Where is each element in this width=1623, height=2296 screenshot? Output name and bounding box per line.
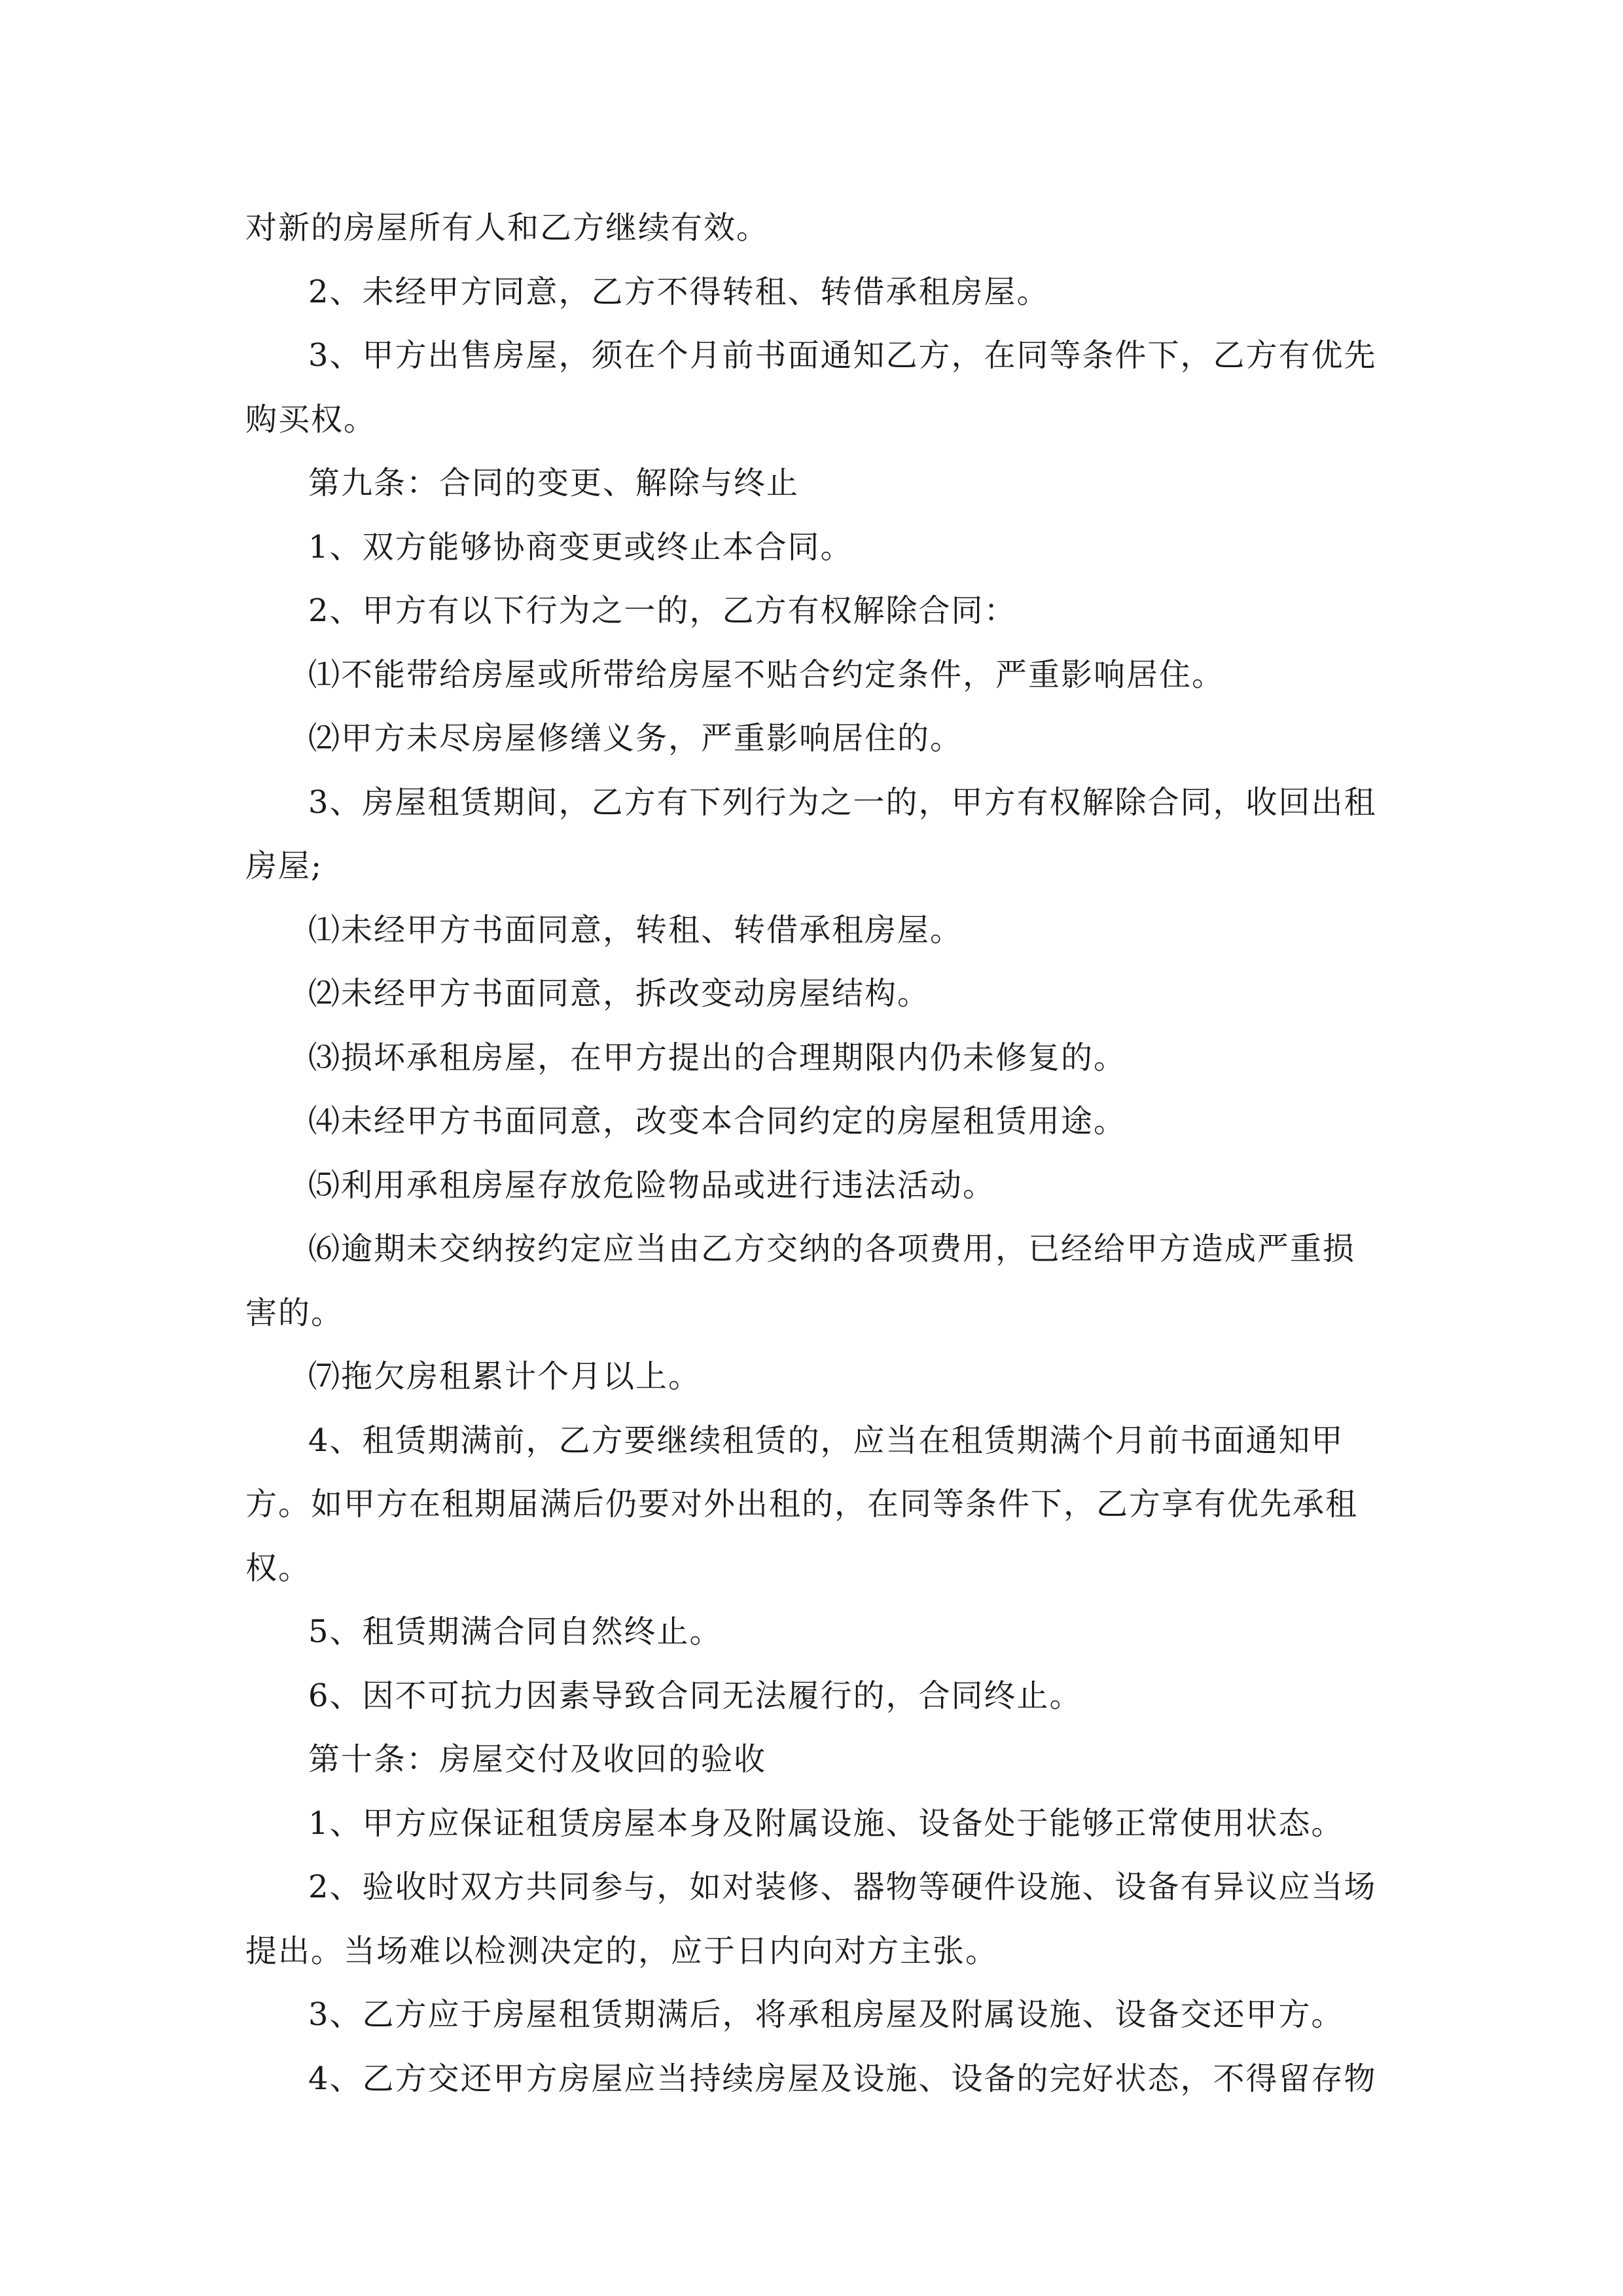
paragraph: 1、甲方应保证租赁房屋本身及附属设施、设备处于能够正常使用状态。	[308, 1804, 1344, 1842]
paragraph: 3、甲方出售房屋，须在个月前书面通知乙方，在同等条件下，乙方有优先购买权。	[245, 337, 1377, 438]
paragraph: 6、因不可抗力因素导致合同无法履行的，合同终止。	[308, 1677, 1082, 1714]
list-item: ⑴未经甲方书面同意，转租、转借承租房屋。	[308, 911, 963, 948]
paragraph: 3、房屋租赁期间，乙方有下列行为之一的，甲方有权解除合同，收回出租房屋;	[245, 783, 1377, 884]
document-body	[245, 196, 1384, 2111]
paragraph: 5、租赁期满合同自然终止。	[308, 1613, 722, 1650]
section-heading: 第十条：房屋交付及收回的验收	[308, 1741, 767, 1778]
list-item: ⑺拖欠房租累计个月以上。	[308, 1358, 702, 1395]
paragraph: 2、未经甲方同意，乙方不得转租、转借承租房屋。	[308, 273, 1050, 310]
list-item: ⑶损坏承租房屋，在甲方提出的合理期限内仍未修复的。	[308, 1039, 1127, 1076]
list-item: ⑷未经甲方书面同意，改变本合同约定的房屋租赁用途。	[308, 1103, 1127, 1139]
list-item: ⑸利用承租房屋存放危险物品或进行违法活动。	[308, 1166, 996, 1204]
list-item: ⑵甲方未尽房屋修缮义务，严重影响居住的。	[308, 720, 963, 757]
paragraph: 1、双方能够协商变更或终止本合同。	[308, 528, 853, 565]
paragraph: 3、乙方应于房屋租赁期满后，将承租房屋及附属设施、设备交还甲方。	[308, 1996, 1344, 2033]
paragraph: 2、甲方有以下行为之一的，乙方有权解除合同：	[308, 592, 1017, 629]
paragraph: 2、验收时双方共同参与，如对装修、器物等硬件设施、设备有异议应当场提出。当场难以检测决定的，应于日内向对方主张。	[245, 1869, 1377, 1969]
paragraph: 对新的房屋所有人和乙方继续有效。	[245, 209, 770, 246]
paragraph: 4、乙方交还甲方房屋应当持续房屋及设施、设备的完好状态，不得留存物	[308, 2060, 1377, 2097]
list-item: ⑵未经甲方书面同意，拆改变动房屋结构。	[308, 975, 931, 1012]
paragraph: 4、租赁期满前，乙方要继续租赁的，应当在租赁期满个月前书面通知甲方。如甲方在租期届满后仍要对外出租的，在同等条件下，乙方享有优先承租权。	[245, 1422, 1359, 1587]
section-heading: 第九条：合同的变更、解除与终止	[308, 465, 800, 501]
list-item: ⑴不能带给房屋或所带给房屋不贴合约定条件，严重影响居住。	[308, 656, 1225, 693]
list-item: ⑹逾期未交纳按约定应当由乙方交纳的各项费用，已经给甲方造成严重损害的。	[245, 1230, 1356, 1331]
